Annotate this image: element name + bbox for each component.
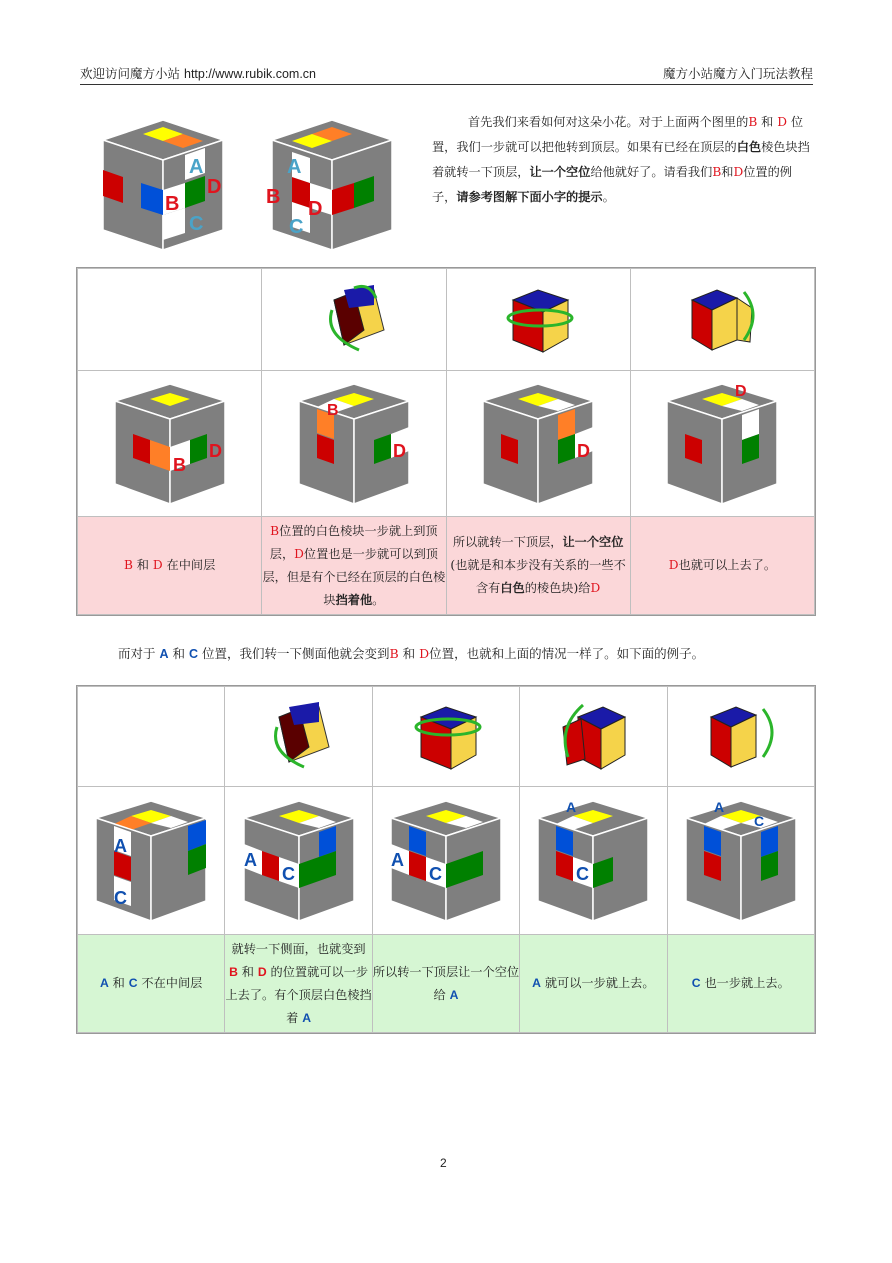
label-A: A [114, 835, 128, 856]
site-url[interactable]: http://www.rubik.com.cn [184, 67, 316, 81]
label-A: A [243, 849, 257, 870]
label-A: A [566, 798, 577, 815]
cube-figure-top-left [93, 115, 233, 255]
rotation-figure [520, 687, 667, 787]
site-prefix: 欢迎访问魔方小站 [80, 66, 181, 81]
caption-cell: A 和 C 不在中间层 [78, 935, 225, 1033]
label-C: C [189, 213, 204, 235]
label-D: D [208, 440, 222, 461]
label-B: B [165, 193, 180, 215]
label-D: D [392, 440, 406, 461]
cube-state-3 [372, 787, 519, 935]
caption-cell: C 也一步就上去。 [667, 935, 814, 1033]
cube-state-2 [225, 787, 372, 935]
label-B: B [266, 186, 281, 208]
page-header [80, 64, 813, 85]
rotation-figure [372, 687, 519, 787]
cube-state-4 [520, 787, 667, 935]
cube-figure-top-right [262, 115, 402, 255]
rotation-figure [262, 269, 446, 371]
label-C: C [281, 863, 295, 884]
caption-cell: B 和 D 在中间层 [78, 517, 262, 615]
caption-cell: D也就可以上去了。 [630, 517, 814, 615]
caption-cell: 所以就转一下顶层，让一个空位(也就是和本步没有关系的一些不含有白色的棱色块)给D [446, 517, 630, 615]
label-A: A [189, 156, 204, 178]
middle-paragraph: 而对于 A 和 C 位置，我们转一下侧面他就会变到B 和 D位置，也就和上面的情况一样了。如下面的例子。 [118, 646, 705, 661]
cube-state-3 [446, 371, 630, 517]
label-C: C [753, 812, 764, 829]
caption-cell: A 就可以一步就上去。 [520, 935, 667, 1033]
cube-state-2 [262, 371, 446, 517]
cube-state-4 [630, 371, 814, 517]
caption-cell: 就转一下侧面，也就变到 B 和 D 的位置就可以一步上去了。有个顶层白色棱挡着 A [225, 935, 372, 1033]
caption-cell: B位置的白色棱块一步就上到顶层，D位置也是一步就可以到顶层，但是有个已经在顶层的白色棱块挡着他。 [262, 517, 446, 615]
label-B: B [172, 454, 186, 475]
empty-cell [78, 687, 225, 787]
label-A: A [287, 156, 302, 178]
caption-cell: 所以转一下顶层让一个空位给 A [372, 935, 519, 1033]
label-D: D [207, 176, 222, 198]
rotation-figure [667, 687, 814, 787]
rotation-figure [225, 687, 372, 787]
label-A: A [390, 849, 404, 870]
intro-paragraph: 首先我们来看如何对这朵小花。对于上面两个图里的B 和 D 位置，我们一步就可以把他转到顶层。如果有已经在顶层的白色棱色块挡着就转一下顶层，让一个空位给他就好了。请看我们B和D位置的例子，请参考图解下面小字的提示。 [432, 115, 810, 204]
document-title: 魔方小站魔方入门玩法教程 [662, 66, 813, 81]
cube-state-1 [78, 787, 225, 935]
example-table-1 [77, 268, 815, 615]
example-table-2 [77, 686, 815, 1033]
label-C: C [576, 863, 590, 884]
label-C: C [289, 216, 304, 238]
label-D: D [735, 382, 747, 400]
label-A: A [713, 798, 724, 815]
rotation-figure [630, 269, 814, 371]
page-number: 2 [440, 1156, 447, 1170]
label-C: C [114, 887, 128, 908]
label-C: C [428, 863, 442, 884]
label-B: B [326, 401, 339, 419]
label-D: D [308, 198, 323, 220]
empty-cell [78, 269, 262, 371]
cube-state-5 [667, 787, 814, 935]
rotation-figure [446, 269, 630, 371]
cube-state-1 [78, 371, 262, 517]
label-D: D [577, 440, 591, 461]
